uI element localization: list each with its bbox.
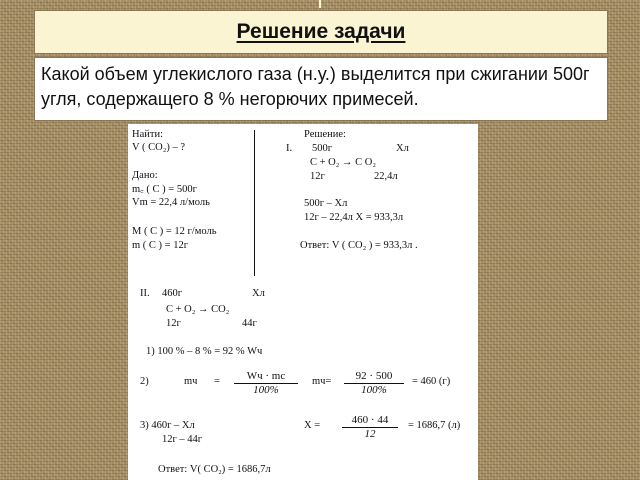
given-mass-c: m ( C ) = 12г <box>132 240 189 251</box>
solution-sheet <box>128 124 478 480</box>
eq2-bot-44: 44г <box>242 318 257 329</box>
eq1-bot-224: 22,4л <box>374 171 398 182</box>
find-value: V ( CO₂) – ? <box>132 142 186 153</box>
given-mass-carbon: m꜀ ( C ) = 500г <box>132 184 197 195</box>
given-label: Дано: <box>132 170 158 181</box>
eq1-bot-12: 12г <box>310 171 325 182</box>
find-label: Найти: <box>132 129 163 140</box>
proportion-line-2: 12г – 22,4л Х = 933,3л <box>304 212 404 223</box>
step-two-lhs: mч <box>184 376 198 387</box>
step-three-fraction-den: 12 <box>364 428 376 440</box>
step-two-fraction2-num: 92 · 500 <box>344 370 404 384</box>
step-two-number: 2) <box>140 376 149 387</box>
eq1-top-xl: Хл <box>396 143 409 154</box>
eq1-equation: C + O₂ → C O₂ <box>310 157 377 168</box>
problem-statement: Какой объем углекислого газа (н.у.) выделится при сжигании 500г угля, содержащего 8 % негорючих примесей. <box>41 64 590 109</box>
step-three-fraction <box>342 414 398 441</box>
step-two-eq: = <box>214 376 220 387</box>
problem-statement-box <box>34 57 608 121</box>
step-three-x: Х = <box>304 420 321 431</box>
step-one-percent: 1) 100 % – 8 % = 92 % Wч <box>146 346 263 357</box>
top-tick-mark <box>319 0 321 8</box>
solution-label: Решение: <box>304 129 346 140</box>
step-three-result: = 1686,7 (л) <box>408 420 461 431</box>
answer-part-two: Ответ: V( CO₂) = 1686,7л <box>158 464 271 475</box>
step-two-fraction2-den: 100% <box>361 384 387 396</box>
eq2-top-xl: Хл <box>252 288 265 299</box>
step-two-result: = 460 (г) <box>412 376 451 387</box>
eq2-bot-12: 12г <box>166 318 181 329</box>
step-two-mid: mч= <box>312 376 332 387</box>
step-two-fraction2 <box>344 370 404 397</box>
step-three-line-2: 12г – 44г <box>162 434 203 445</box>
part-two-number: II. <box>140 288 150 299</box>
answer-part-one: Ответ: V ( CO₂ ) = 933,3л . <box>300 240 418 251</box>
step-three-line-1: 3) 460г – Хл <box>140 420 195 431</box>
step-two-fraction <box>234 370 298 397</box>
eq2-top-460: 460г <box>162 288 183 299</box>
column-divider <box>254 130 255 276</box>
step-two-fraction-num: Wч · mс <box>234 370 298 384</box>
step-one-number: I. <box>286 143 293 154</box>
eq2-equation: C + O₂ → CO₂ <box>166 304 230 315</box>
eq1-top-500: 500г <box>312 143 333 154</box>
proportion-line-1: 500г – Хл <box>304 198 348 209</box>
page-title: Решение задачи <box>236 20 406 43</box>
title-banner <box>34 10 608 54</box>
step-three-fraction-num: 460 · 44 <box>342 414 398 428</box>
given-molar-volume: Vm = 22,4 л/моль <box>132 197 210 208</box>
step-two-fraction-den: 100% <box>253 384 279 396</box>
given-molar-mass: M ( C ) = 12 г/моль <box>132 226 217 237</box>
